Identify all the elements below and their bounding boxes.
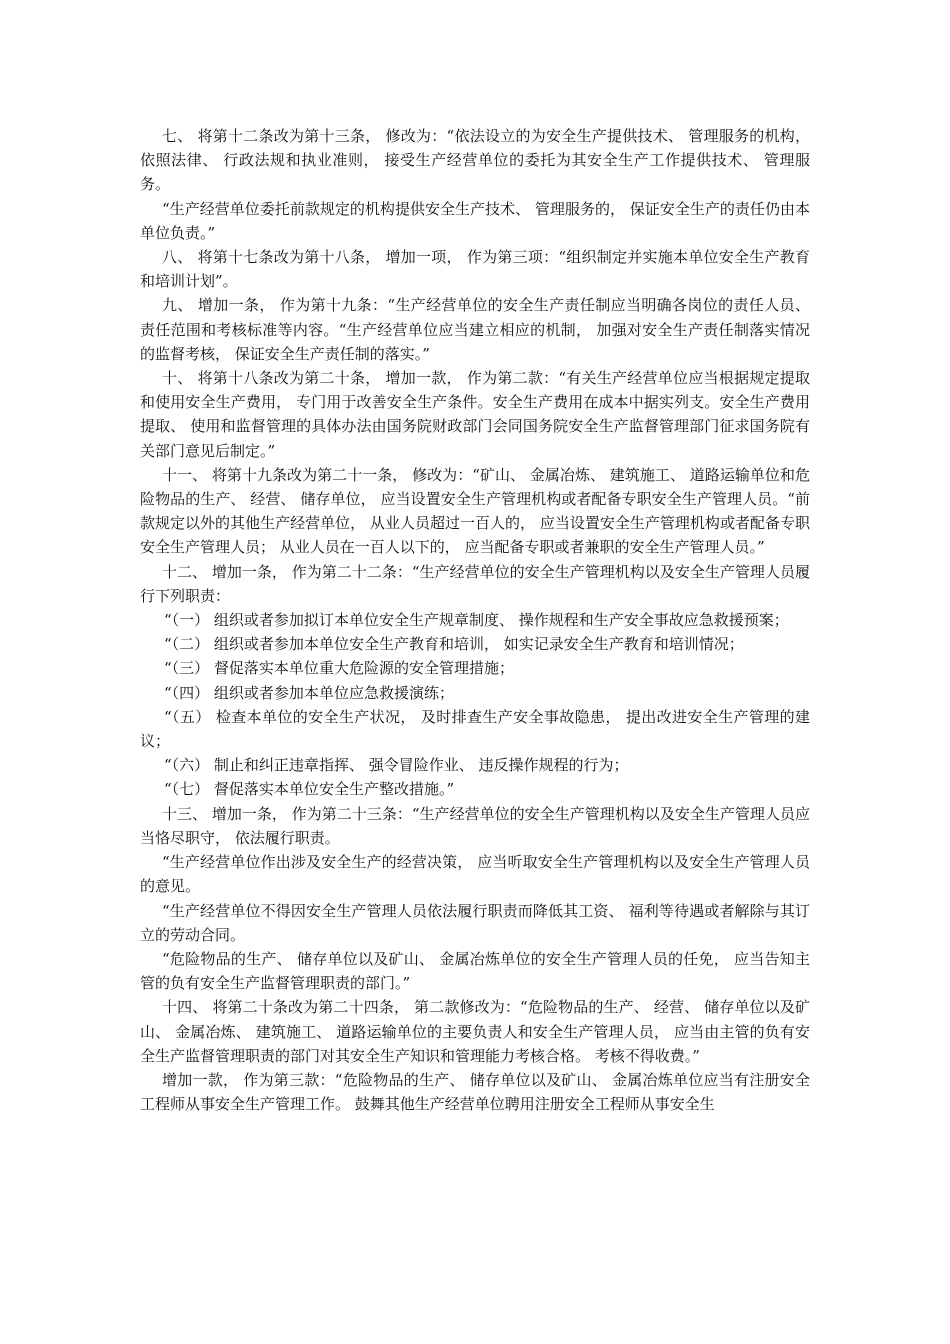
paragraph-article-13: 十三、 增加一条， 作为第二十三条：“生产经营单位的安全生产管理机构以及安全生产管理人员应当恪尽职守， 依法履行职责。 [140, 804, 810, 847]
paragraph-article-13-decision: “生产经营单位作出涉及安全生产的经营决策， 应当听取安全生产管理机构以及安全生产管理人员的意见。 [140, 853, 810, 896]
paragraph-article-12: 十二、 增加一条， 作为第二十二条：“生产经营单位的安全生产管理机构以及安全生产管理人员履行下列职责： [140, 562, 810, 605]
duty-item-1: “（一） 组织或者参加拟订本单位安全生产规章制度、 操作规程和生产安全事故应急救援预案； [164, 611, 789, 630]
paragraph-article-14-added-clause: 增加一款， 作为第三款：“危险物品的生产、 储存单位以及矿山、 金属冶炼单位应当有注册安全工程师从事安全生产管理工作。 鼓舞其他生产经营单位聘用注册安全工程师从事安全生 [140, 1070, 810, 1114]
paragraph-article-13-appointment: “危险物品的生产、 储存单位以及矿山、 金属冶炼单位的安全生产管理人员的任免， 应当告知主管的负有安全生产监督管理职责的部门。” [140, 949, 810, 993]
paragraph-article-9: 九、 增加一条， 作为第十九条：“生产经营单位的安全生产责任制应当明确各岗位的责任人员、 责任范围和考核标准等内容。“生产经营单位应当建立相应的机制， 加强对安全生产责任制落实情况的监督考核， 保证安全生产责任制的落实。” [140, 296, 810, 363]
paragraph-article-8: 八、 将第十七条改为第十八条， 增加一项， 作为第三项：“组织制定并实施本单位安全生产教育和培训计划”。 [140, 248, 810, 291]
document-body [140, 124, 810, 1116]
duty-item-4: “（四） 组织或者参加本单位应急救援演练； [164, 683, 454, 702]
duty-item-3: “（三） 督促落实本单位重大危险源的安全管理措施； [164, 659, 514, 678]
duty-item-2: “（二） 组织或者参加本单位安全生产教育和培训， 如实记录安全生产教育和培训情况； [164, 635, 744, 654]
duty-item-7: “（七） 督促落实本单位安全生产整改措施。” [164, 780, 455, 799]
duty-item-5: “（五） 检查本单位的安全生产状况， 及时排查生产安全事故隐患， 提出改进安全生产管理的建议； [140, 707, 810, 751]
paragraph-article-11: 十一、 将第十九条改为第二十一条， 修改为：“矿山、 金属冶炼、 建筑施工、 道路运输单位和危险物品的生产、 经营、 储存单位， 应当设置安全生产管理机构或者配备专职安全生产管理人员。“前款规定以外的其他生产经营单位， 从业人员超过一百人的， 应当设置安全生产管理机构或者配备专职安全生产管理人员； 从业人员在一百人以下的， 应当配备专职或者兼职的安全生产管理人员。” [140, 465, 810, 557]
duty-item-6: “（六） 制止和纠正违章指挥、 强令冒险作业、 违反操作规程的行为； [164, 756, 629, 775]
paragraph-article-7-quote: “生产经营单位委托前款规定的机构提供安全生产技术、 管理服务的， 保证安全生产的责任仍由本单位负责。” [140, 199, 810, 242]
paragraph-article-10: 十、 将第十八条改为第二十条， 增加一款， 作为第二款：“有关生产经营单位应当根据规定提取和使用安全生产费用， 专门用于改善安全生产条件。安全生产费用在成本中据实列支。安全生产费用提取、 使用和监督管理的具体办法由国务院财政部门会同国务院安全生产监督管理部门征求国务院有关部门意见后制定。” [140, 369, 810, 460]
paragraph-article-13-protection: “生产经营单位不得因安全生产管理人员依法履行职责而降低其工资、 福利等待遇或者解除与其订立的劳动合同。 [140, 901, 810, 944]
paragraph-article-14: 十四、 将第二十条改为第二十四条， 第二款修改为：“危险物品的生产、 经营、 储存单位以及矿山、 金属冶炼、 建筑施工、 道路运输单位的主要负责人和安全生产管理人员， 应当由主管的负有安全生产监督管理职责的部门对其安全生产知识和管理能力考核合格。 考核不得收费。” [140, 998, 810, 1065]
paragraph-article-7: 七、 将第十二条改为第十三条， 修改为：“依法设立的为安全生产提供技术、 管理服务的机构， 依照法律、 行政法规和执业准则， 接受生产经营单位的委托为其安全生产工作提供技术、 管理服务。 [140, 127, 810, 194]
